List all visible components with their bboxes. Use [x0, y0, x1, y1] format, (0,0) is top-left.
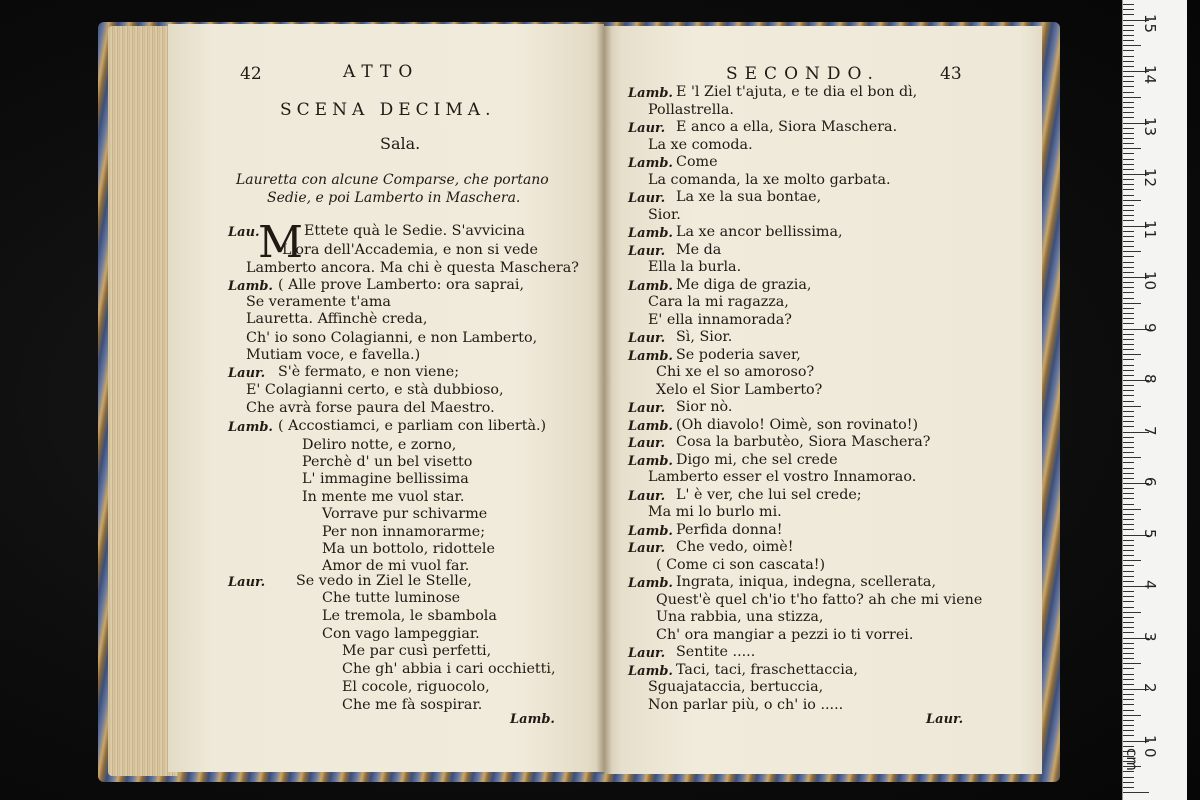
ruler-tick: [1123, 102, 1134, 103]
ruler-tick: [1123, 565, 1134, 566]
ruler-tick: [1123, 323, 1134, 324]
text-line: La comanda, la xe molto garbata.: [648, 172, 891, 188]
ruler-tick: [1123, 591, 1134, 592]
text-line: Se poderia saver,: [676, 347, 801, 363]
ruler-tick: [1123, 236, 1134, 237]
speaker-label: Laur.: [628, 489, 666, 504]
ruler-tick: [1123, 787, 1134, 788]
text-line: Chi xe el so amoroso?: [656, 364, 815, 380]
ruler-tick: [1123, 210, 1134, 211]
text-line: L' è ver, che lui sel crede;: [676, 487, 862, 503]
ruler-number: 13: [1141, 116, 1159, 136]
speaker-label: Laur.: [628, 401, 666, 416]
ruler-tick: [1123, 40, 1134, 41]
ruler-tick: [1123, 138, 1134, 139]
ruler-tick: [1123, 370, 1134, 371]
text-line: ( Alle prove Lamberto: ora saprai,: [278, 277, 525, 293]
text-line: Che avrà forse paura del Maestro.: [246, 400, 495, 416]
ruler-tick: [1123, 354, 1141, 355]
speaker-label: Lamb.: [628, 226, 673, 241]
ruler-tick: [1123, 514, 1134, 515]
ruler-tick: [1123, 56, 1134, 57]
ruler-tick: [1123, 76, 1134, 77]
measuring-ruler: [1122, 0, 1187, 800]
speaker-label: Laur.: [628, 646, 666, 661]
ruler-tick: [1123, 9, 1134, 10]
ruler-tick: [1123, 112, 1134, 113]
text-line: Taci, taci, fraschettaccia,: [676, 662, 858, 678]
ruler-tick: [1123, 643, 1134, 644]
ruler-number: 8: [1141, 374, 1159, 384]
ruler-tick: [1123, 107, 1134, 108]
ruler-tick: [1123, 334, 1134, 335]
text-line: Amor de mi vuol far.: [322, 558, 470, 574]
speaker-label: Laur.: [628, 244, 666, 259]
ruler-tick: [1123, 782, 1134, 783]
ruler-tick: [1123, 189, 1134, 190]
ruler-tick: [1123, 668, 1134, 669]
gutter-shadow: [596, 22, 612, 774]
ruler-tick: [1123, 478, 1134, 479]
ruler-tick: [1123, 684, 1134, 685]
text-line: S'è fermato, e non viene;: [278, 364, 460, 380]
ruler-tick: [1123, 571, 1134, 572]
ruler-tick: [1123, 287, 1134, 288]
ruler-tick: [1123, 153, 1134, 154]
ruler-tick: [1123, 581, 1134, 582]
text-line: Sì, Sior.: [676, 329, 733, 345]
text-line: Me diga de grazia,: [676, 277, 812, 293]
text-line: Lamberto ancora. Ma chi è questa Maschera?: [246, 260, 579, 276]
ruler-tick: [1123, 50, 1134, 51]
ruler-tick: [1123, 35, 1134, 36]
speaker-label: Lamb.: [628, 576, 673, 591]
ruler-tick: [1123, 390, 1134, 391]
ruler-tick: [1123, 303, 1141, 304]
ruler-tick: [1123, 267, 1134, 268]
ruler-number: 11: [1141, 219, 1159, 239]
ruler-tick: [1123, 607, 1134, 608]
ruler-tick: [1123, 272, 1134, 273]
ruler-tick: [1123, 231, 1134, 232]
text-line: Che gh' abbia i cari occhietti,: [342, 661, 556, 677]
ruler-tick: [1123, 437, 1134, 438]
speaker-label: Lamb.: [628, 349, 673, 364]
ruler-tick: [1123, 694, 1134, 695]
ruler-tick: [1123, 720, 1134, 721]
ruler-tick: [1123, 504, 1134, 505]
text-line: Con vago lampeggiar.: [322, 626, 480, 642]
text-line: L' immagine bellissima: [302, 471, 469, 487]
ruler-tick: [1123, 617, 1134, 618]
text-line: Ella la burla.: [648, 259, 742, 275]
text-line: Ch' ora mangiar a pezzi io ti vorrei.: [656, 627, 914, 643]
ruler-tick: [1123, 457, 1141, 458]
ruler-tick: [1123, 674, 1134, 675]
ruler-tick: [1123, 596, 1134, 597]
ruler-tick: [1123, 442, 1134, 443]
ruler-tick: [1123, 365, 1134, 366]
text-line: Che tutte luminose: [322, 590, 461, 606]
speaker-label: Laur.: [628, 121, 666, 136]
ruler-number: 4: [1141, 580, 1159, 590]
ruler-number: 9: [1141, 322, 1159, 333]
ruler-tick: [1123, 344, 1134, 345]
text-line: Lauretta. Affinchè creda,: [246, 311, 428, 327]
ruler-tick: [1123, 401, 1134, 402]
ruler-tick: [1123, 133, 1134, 134]
scene-setting: Sala.: [380, 134, 421, 153]
ruler-tick: [1123, 746, 1134, 747]
ruler-number: 5: [1141, 528, 1159, 539]
ruler-number: 15: [1141, 13, 1159, 33]
text-line: Sguajataccia, bertuccia,: [648, 679, 824, 695]
ruler-tick: [1123, 339, 1134, 340]
ruler-tick: [1123, 164, 1134, 165]
text-line: E 'l Ziel t'ajuta, e te dia el bon dì,: [676, 84, 918, 100]
ruler-tick: [1123, 25, 1134, 26]
ruler-tick: [1123, 540, 1134, 541]
speaker-label: Lamb.: [228, 279, 273, 294]
speaker-label: Lamb.: [628, 524, 673, 539]
ruler-tick: [1123, 179, 1134, 180]
ruler-tick: [1123, 30, 1134, 31]
speaker-label: Lamb.: [628, 86, 673, 101]
ruler-tick: [1123, 195, 1134, 196]
ruler-tick: [1123, 699, 1134, 700]
ruler-tick: [1123, 473, 1134, 474]
speaker-label: Lamb.: [628, 419, 673, 434]
ruler-number: 6: [1141, 477, 1159, 487]
ruler-tick: [1123, 128, 1134, 129]
ruler-tick: [1123, 61, 1134, 62]
ruler-tick: [1123, 452, 1134, 453]
text-line: Me par cusì perfetti,: [342, 643, 492, 659]
speaker-label: Lau.: [228, 225, 260, 240]
ruler-tick: [1123, 359, 1134, 360]
ruler-tick: [1123, 385, 1134, 386]
text-line: E' Colagianni certo, e stà dubbioso,: [246, 382, 504, 398]
text-line: Quest'è quel ch'io t'ho fatto? ah che mi viene: [656, 592, 983, 608]
speaker-label: Laur.: [628, 191, 666, 206]
left-page-number: 42: [240, 64, 262, 84]
ruler-tick: [1123, 715, 1141, 716]
ruler-tick: [1123, 45, 1141, 46]
text-line: Mutiam voce, e favella.): [246, 347, 421, 363]
text-line: La xe comoda.: [648, 137, 753, 153]
text-line: Cara la mi ragazza,: [648, 294, 789, 310]
ruler-tick: [1123, 524, 1134, 525]
text-line: La xe la sua bontae,: [676, 189, 822, 205]
ruler-tick: [1123, 612, 1141, 613]
text-line: (Oh diavolo! Oimè, son rovinato!): [676, 417, 919, 433]
text-line: Ettete quà le Sedie. S'avvicina: [304, 223, 525, 239]
ruler-tick: [1123, 653, 1134, 654]
speaker-label: Lamb.: [628, 454, 673, 469]
right-running-head: SECONDO.: [726, 64, 880, 84]
text-line: Pollastrella.: [648, 102, 734, 118]
ruler-tick: [1123, 421, 1134, 422]
text-line: Ch' io sono Colagianni, e non Lamberto,: [246, 330, 538, 346]
text-line: Ingrata, iniqua, indegna, scellerata,: [676, 574, 936, 590]
ruler-tick: [1123, 251, 1141, 252]
ruler-tick: [1123, 406, 1141, 407]
ruler-tick: [1123, 426, 1134, 427]
ruler-tick: [1123, 143, 1134, 144]
ruler-tick: [1123, 375, 1134, 376]
ruler-tick: [1123, 447, 1134, 448]
ruler-tick: [1123, 411, 1134, 412]
ruler-number: 7: [1141, 425, 1159, 436]
text-line: Che vedo, oimè!: [676, 539, 794, 555]
ruler-tick: [1123, 663, 1141, 664]
open-book: [98, 22, 1060, 782]
ruler-tick: [1123, 627, 1134, 628]
text-line: E' ella innamorada?: [648, 312, 792, 328]
ruler-tick: [1123, 256, 1134, 257]
ruler-tick: [1123, 159, 1134, 160]
text-line: Se veramente t'ama: [246, 294, 391, 310]
text-line: Sentite .....: [676, 644, 756, 660]
text-line: Se vedo in Ziel le Stelle,: [296, 573, 472, 589]
right-page-number: 43: [940, 64, 962, 84]
ruler-tick: [1123, 220, 1134, 221]
text-line: Perfida donna!: [676, 522, 783, 538]
ruler-tick: [1123, 658, 1134, 659]
text-line: Per non innamorarme;: [322, 524, 486, 540]
ruler-tick: [1123, 735, 1134, 736]
ruler-tick: [1123, 416, 1134, 417]
ruler-tick: [1123, 792, 1149, 793]
speaker-label: Lamb.: [628, 664, 673, 679]
ruler-tick: [1123, 246, 1134, 247]
ruler-number: 2: [1141, 683, 1159, 693]
ruler-tick: [1123, 395, 1134, 396]
text-line: Me da: [676, 242, 722, 258]
ruler-tick: [1123, 298, 1134, 299]
speaker-label: Laur.: [228, 366, 266, 381]
ruler-tick: [1123, 184, 1134, 185]
right-catchword: Laur.: [926, 712, 964, 727]
ruler-tick: [1123, 313, 1134, 314]
ruler-tick: [1123, 349, 1134, 350]
text-line: E anco a ella, Siora Maschera.: [676, 119, 898, 135]
ruler-tick: [1123, 777, 1134, 778]
left-catchword: Lamb.: [510, 712, 555, 727]
speaker-label: Laur.: [228, 575, 266, 590]
text-line: Sior nò.: [676, 399, 733, 415]
text-line: Come: [676, 154, 718, 170]
text-line: La xe ancor bellissima,: [676, 224, 843, 240]
ruler-unit-label: 0 cm: [1123, 748, 1159, 771]
ruler-tick: [1123, 200, 1141, 201]
ruler-tick: [1123, 560, 1141, 561]
ruler-tick: [1123, 529, 1134, 530]
text-line: Lamberto esser el vostro Innamorao.: [648, 469, 917, 485]
ruler-tick: [1123, 66, 1134, 67]
text-line: Sior.: [648, 207, 681, 223]
ruler-tick: [1123, 555, 1134, 556]
ruler-tick: [1123, 493, 1134, 494]
ruler-tick: [1123, 550, 1134, 551]
ruler-number: 12: [1141, 168, 1159, 188]
ruler-tick: [1123, 601, 1134, 602]
ruler-tick: [1123, 622, 1134, 623]
ruler-tick: [1123, 468, 1134, 469]
ruler-tick: [1123, 86, 1134, 87]
ruler-tick: [1123, 92, 1134, 93]
ruler-tick: [1123, 282, 1134, 283]
text-line: Ma un bottolo, ridottele: [322, 541, 495, 557]
ruler-tick: [1123, 509, 1141, 510]
ruler-tick: [1123, 632, 1134, 633]
ruler-tick: [1123, 81, 1134, 82]
ruler-tick: [1123, 292, 1134, 293]
ruler-tick: [1123, 462, 1134, 463]
text-line: In mente me vuol star.: [302, 489, 465, 505]
decorated-initial: M: [258, 217, 304, 268]
text-line: Xelo el Sior Lamberto?: [656, 382, 823, 398]
text-line: Cosa la barbutèo, Siora Maschera?: [676, 434, 931, 450]
text-line: L'ora dell'Accademia, e non si vede: [282, 242, 539, 258]
ruler-tick: [1123, 169, 1134, 170]
text-line: Che me fà sospirar.: [342, 697, 483, 713]
ruler-tick: [1123, 97, 1141, 98]
ruler-tick: [1123, 4, 1134, 5]
ruler-tick: [1123, 730, 1134, 731]
speaker-label: Laur.: [628, 436, 666, 451]
text-line: Deliro notte, e zorno,: [302, 437, 457, 453]
text-line: Le tremola, le sbambola: [322, 608, 497, 624]
text-line: Digo mi, che sel crede: [676, 452, 838, 468]
text-line: Vorrave pur schivarme: [322, 506, 488, 522]
speaker-label: Lamb.: [628, 156, 673, 171]
text-line: ( Come ci son cascata!): [656, 557, 826, 573]
ruler-tick: [1123, 262, 1134, 263]
text-line: Ma mi lo burlo mi.: [648, 504, 782, 520]
ruler-number: 1: [1141, 734, 1159, 745]
text-line: El cocole, riguocolo,: [342, 679, 490, 695]
ruler-tick: [1123, 710, 1134, 711]
ruler-tick: [1123, 488, 1134, 489]
ruler-tick: [1123, 241, 1134, 242]
stage-direction-line: Sedie, e poi Lamberto in Maschera.: [267, 190, 521, 206]
ruler-tick: [1123, 576, 1134, 577]
text-line: Perchè d' un bel visetto: [302, 454, 473, 470]
speaker-label: Lamb.: [228, 420, 273, 435]
ruler-tick: [1123, 148, 1141, 149]
ruler-number: 3: [1141, 631, 1159, 642]
speaker-label: Laur.: [628, 331, 666, 346]
speaker-label: Laur.: [628, 541, 666, 556]
ruler-tick: [1123, 498, 1134, 499]
ruler-tick: [1123, 704, 1134, 705]
ruler-tick: [1123, 679, 1134, 680]
left-running-head: ATTO: [343, 62, 420, 82]
ruler-number: 14: [1141, 65, 1159, 85]
ruler-tick: [1123, 545, 1134, 546]
ruler-tick: [1123, 318, 1134, 319]
text-line: Non parlar più, o ch' io .....: [648, 697, 844, 713]
ruler-tick: [1123, 215, 1134, 216]
ruler-tick: [1123, 519, 1134, 520]
ruler-tick: [1123, 725, 1134, 726]
text-line: ( Accostiamci, e parliam con libertà.): [278, 418, 547, 434]
ruler-tick: [1123, 308, 1134, 309]
ruler-tick: [1123, 205, 1134, 206]
text-line: Una rabbia, una stizza,: [656, 609, 824, 625]
stage-direction-line: Lauretta con alcune Comparse, che portano: [236, 172, 549, 188]
ruler-tick: [1123, 117, 1134, 118]
speaker-label: Lamb.: [628, 279, 673, 294]
ruler-number: 10: [1141, 271, 1159, 291]
ruler-tick: [1123, 14, 1134, 15]
scene-title: SCENA DECIMA.: [280, 100, 496, 120]
ruler-tick: [1123, 648, 1134, 649]
